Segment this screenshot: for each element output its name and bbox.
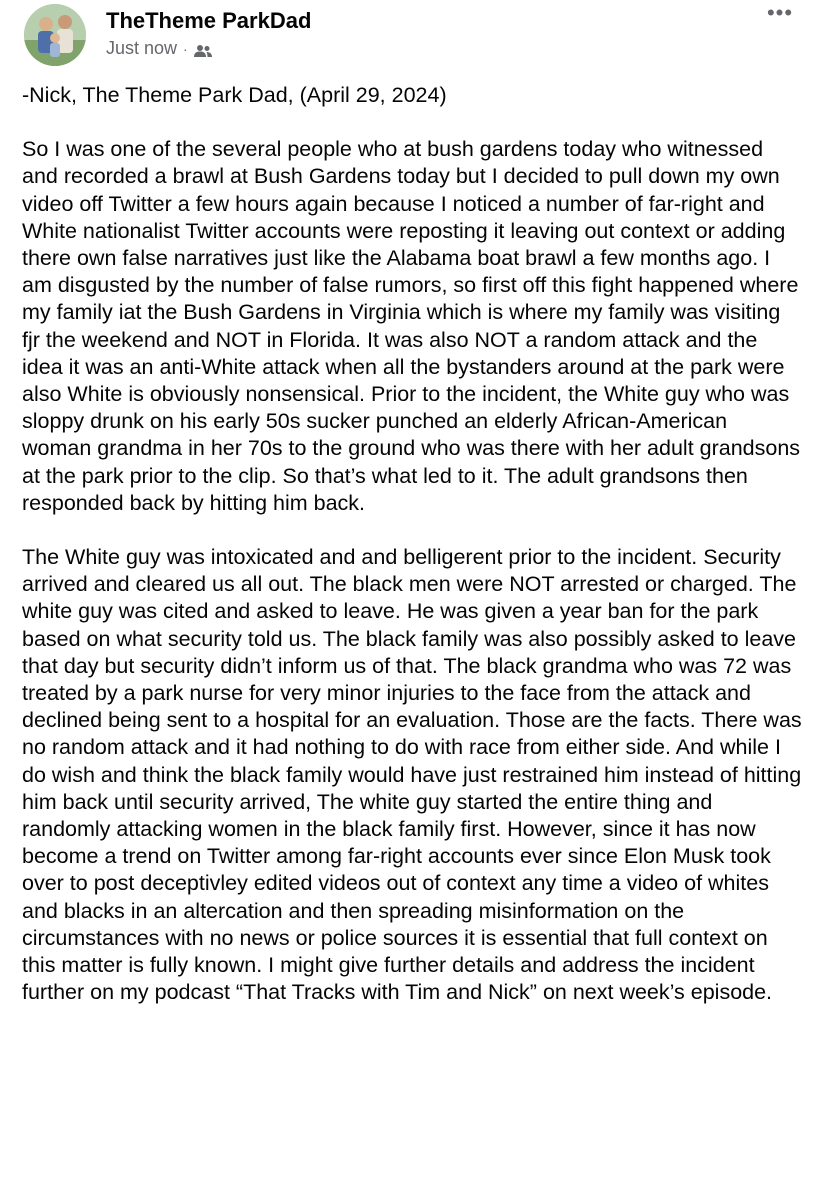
more-options-icon: ••• xyxy=(766,0,794,25)
avatar[interactable] xyxy=(24,4,86,66)
author-name[interactable]: TheTheme ParkDad xyxy=(106,8,312,33)
more-options-button[interactable] xyxy=(762,0,798,28)
friends-icon[interactable] xyxy=(194,42,212,56)
timestamp[interactable]: Just now xyxy=(106,38,178,58)
post-byline: -Nick, The Theme Park Dad, (April 29, 2024) xyxy=(22,83,447,107)
avatar-photo-icon xyxy=(24,4,86,66)
meta-separator: · xyxy=(183,40,188,57)
post-body xyxy=(22,82,802,1007)
post-header xyxy=(0,0,820,68)
post-paragraph-1: So I was one of the several people who at bush gardens today who witnessed and recorded a brawl at Bush Gardens today but I decided to pull down my own video off Twitter a few hours again because I noticed a number of far-right and White nationalist Twitter accounts were reposting it leaving out context or adding there own false narratives just like the Alabama boat brawl a few months ago. I am disgusted by the number of false rumors, so first off this fight happened where my family iat the Bush Gardens in Virginia which is where my family was visiting fjr the weekend and NOT in Florida. It was also NOT a random attack and the idea it was an anti-White attack when all the bystanders around at the park were also White is obviously nonsensical. Prior to the incident, the White guy who was sloppy drunk on his early 50s sucker punched an elderly African-American woman grandma in her 70s to the ground who was there with her adult grandsons at the park prior to the clip. So that’s what led to it. The adult grandsons then responded back by hitting him back. xyxy=(22,137,801,515)
post-paragraph-2: The White guy was intoxicated and and belligerent prior to the incident. Security arrived and cleared us all out. The black men were NOT arrested or charged. The white guy was cited and asked to leave. He was given a year ban for the park based on what security told us. The black family was also possibly asked to leave that day but security didn’t inform us of that. The black grandma who was 72 was treated by a park nurse for very minor injuries to the face from the attack and declined being sent to a hospital for an evaluation. Those are the facts. There was no random attack and it had nothing to do with race from either side. And while I do wish and think the black family would have just restrained him instead of hitting him back until security arrived, The white guy started the entire thing and randomly attacking women in the black family first. However, since it has now become a trend on Twitter among far-right accounts ever since Elon Musk took over to post deceptivley edited videos out of context any time a video of whites and blacks in an altercation and then spreading misinformation on the circumstances with no news or police sources it is essential that full context on this matter is fully known. I might give further details and address the incident further on my podcast “That Tracks with Tim and Nick” on next week’s episode. xyxy=(22,545,802,1005)
post-meta xyxy=(106,38,212,59)
